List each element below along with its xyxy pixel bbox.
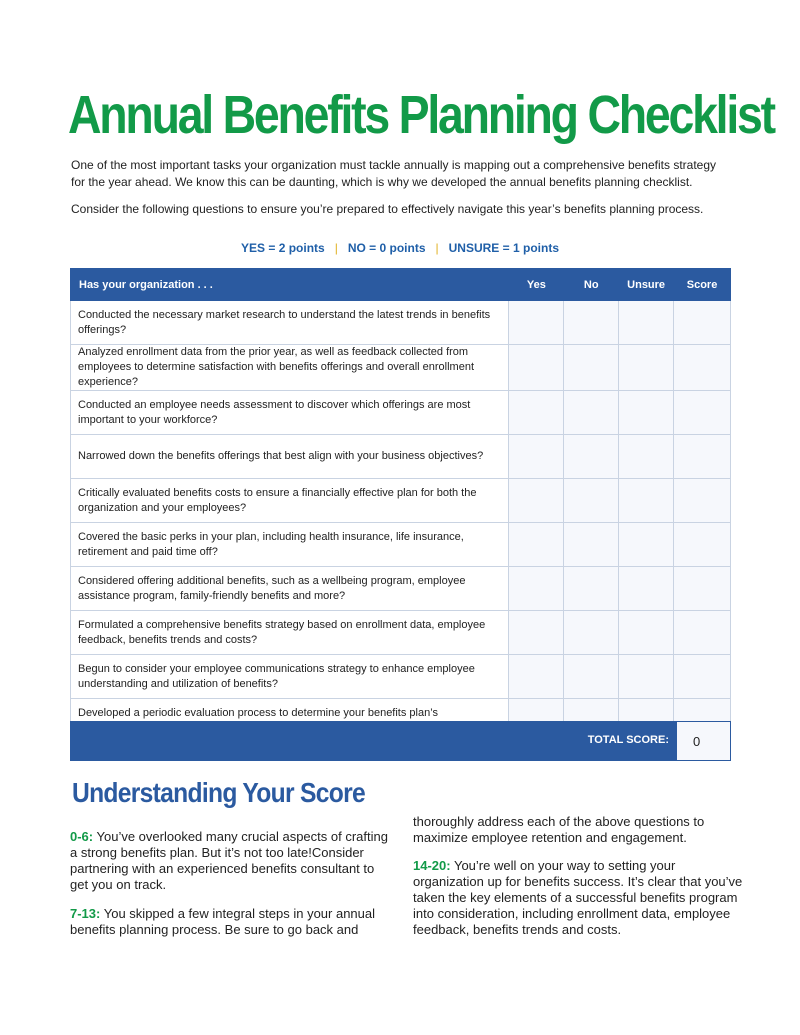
range-label: 7-13: bbox=[70, 906, 101, 921]
table-row bbox=[71, 655, 731, 699]
score-cell[interactable] bbox=[674, 523, 731, 567]
question-cell: Developed a periodic evaluation process to determine your benefits plan’s bbox=[71, 699, 509, 743]
table-row bbox=[71, 479, 731, 523]
header-question: Has your organization . . . bbox=[71, 269, 509, 301]
no-cell[interactable] bbox=[564, 523, 619, 567]
question-cell: Analyzed enrollment data from the prior year, as well as feedback collected from employees to determine satisfaction with benefits offerings and overall enrollment experience? bbox=[71, 345, 509, 391]
checklist-table bbox=[70, 268, 731, 743]
table-row bbox=[71, 435, 731, 479]
table-row bbox=[71, 391, 731, 435]
no-cell[interactable] bbox=[564, 345, 619, 391]
score-cell[interactable] bbox=[674, 301, 731, 345]
header-unsure: Unsure bbox=[619, 269, 674, 301]
unsure-cell[interactable] bbox=[619, 611, 674, 655]
unsure-cell[interactable] bbox=[619, 435, 674, 479]
question-cell: Covered the basic perks in your plan, including health insurance, life insurance, retirement and paid time off? bbox=[71, 523, 509, 567]
score-cell[interactable] bbox=[674, 611, 731, 655]
points-legend bbox=[0, 241, 800, 255]
yes-cell[interactable] bbox=[509, 567, 564, 611]
table-row bbox=[71, 301, 731, 345]
total-score-row bbox=[70, 721, 731, 761]
score-section-title: Understanding Your Score bbox=[72, 777, 365, 808]
table-row bbox=[71, 611, 731, 655]
no-cell[interactable] bbox=[564, 301, 619, 345]
question-cell: Formulated a comprehensive benefits strategy based on enrollment data, employee feedback, benefits trends and costs? bbox=[71, 611, 509, 655]
header-no: No bbox=[564, 269, 619, 301]
unsure-cell[interactable] bbox=[619, 479, 674, 523]
unsure-cell[interactable] bbox=[619, 523, 674, 567]
question-cell: Begun to consider your employee communications strategy to enhance employee understanding and utilization of benefits? bbox=[71, 655, 509, 699]
yes-cell[interactable] bbox=[509, 435, 564, 479]
unsure-cell[interactable] bbox=[619, 391, 674, 435]
yes-cell[interactable] bbox=[509, 523, 564, 567]
yes-cell[interactable] bbox=[509, 301, 564, 345]
score-range-0-6 bbox=[70, 829, 395, 893]
unsure-cell[interactable] bbox=[619, 567, 674, 611]
score-cell[interactable] bbox=[674, 435, 731, 479]
score-cell[interactable] bbox=[674, 391, 731, 435]
unsure-cell[interactable] bbox=[619, 655, 674, 699]
score-range-7-13 bbox=[70, 906, 390, 938]
legend-separator: | bbox=[435, 241, 439, 255]
total-score-label: TOTAL SCORE: bbox=[587, 734, 669, 746]
question-cell: Conducted the necessary market research to understand the latest trends in benefits offerings? bbox=[71, 301, 509, 345]
score-cell[interactable] bbox=[674, 655, 731, 699]
no-cell[interactable] bbox=[564, 435, 619, 479]
question-cell: Considered offering additional benefits, such as a wellbeing program, employee assistance program, family-friendly benefits and more? bbox=[71, 567, 509, 611]
legend-no: NO = 0 points bbox=[347, 241, 426, 255]
header-score: Score bbox=[674, 269, 731, 301]
intro-instruction: Consider the following questions to ensure you’re prepared to effectively navigate this year’s benefits planning process. bbox=[71, 202, 704, 216]
score-cell[interactable] bbox=[674, 345, 731, 391]
question-cell: Critically evaluated benefits costs to ensure a financially effective plan for both the organization and your employees? bbox=[71, 479, 509, 523]
yes-cell[interactable] bbox=[509, 611, 564, 655]
range-text: You’re well on your way to setting your organization up for benefits success. It’s clear that you’ve taken the key elements of a successful benefits program into consideration, including enrollment data, employee feedback, benefits trends and costs. bbox=[413, 858, 743, 937]
intro-paragraph: One of the most important tasks your organization must tackle annually is mapping out a comprehensive benefits strategy for the year ahead. We know this can be daunting, which is why we developed the annual benefits planning checklist. bbox=[71, 158, 716, 189]
legend-separator: | bbox=[334, 241, 338, 255]
no-cell[interactable] bbox=[564, 611, 619, 655]
no-cell[interactable] bbox=[564, 391, 619, 435]
range-label: 0-6: bbox=[70, 829, 94, 844]
yes-cell[interactable] bbox=[509, 479, 564, 523]
no-cell[interactable] bbox=[564, 479, 619, 523]
page-title: Annual Benefits Planning Checklist bbox=[68, 85, 774, 145]
range-text: You skipped a few integral steps in your annual benefits planning process. Be sure to go back and bbox=[70, 906, 376, 937]
score-cell[interactable] bbox=[674, 567, 731, 611]
legend-yes: YES = 2 points bbox=[241, 241, 325, 255]
table-row bbox=[71, 345, 731, 391]
yes-cell[interactable] bbox=[509, 345, 564, 391]
yes-cell[interactable] bbox=[509, 655, 564, 699]
unsure-cell[interactable] bbox=[619, 345, 674, 391]
no-cell[interactable] bbox=[564, 655, 619, 699]
table-header-row bbox=[71, 269, 731, 301]
table-row bbox=[71, 567, 731, 611]
yes-cell[interactable] bbox=[509, 391, 564, 435]
score-range-7-13-continued: thoroughly address each of the above questions to maximize employee retention and engagement. bbox=[413, 814, 705, 845]
score-cell[interactable] bbox=[674, 479, 731, 523]
range-label: 14-20: bbox=[413, 858, 451, 873]
question-cell: Conducted an employee needs assessment to discover which offerings are most important to your workforce? bbox=[71, 391, 509, 435]
unsure-cell[interactable] bbox=[619, 301, 674, 345]
total-score-field[interactable]: 0 bbox=[676, 721, 731, 761]
no-cell[interactable] bbox=[564, 567, 619, 611]
score-range-14-20 bbox=[413, 858, 748, 938]
table-row bbox=[71, 523, 731, 567]
header-yes: Yes bbox=[509, 269, 564, 301]
question-cell: Narrowed down the benefits offerings that best align with your business objectives? bbox=[71, 435, 509, 479]
legend-unsure: UNSURE = 1 points bbox=[448, 241, 559, 255]
range-text: You’ve overlooked many crucial aspects of crafting a strong benefits plan. But it’s not too late!Consider partnering with an experienced benefits consultant to get you on track. bbox=[70, 829, 388, 892]
